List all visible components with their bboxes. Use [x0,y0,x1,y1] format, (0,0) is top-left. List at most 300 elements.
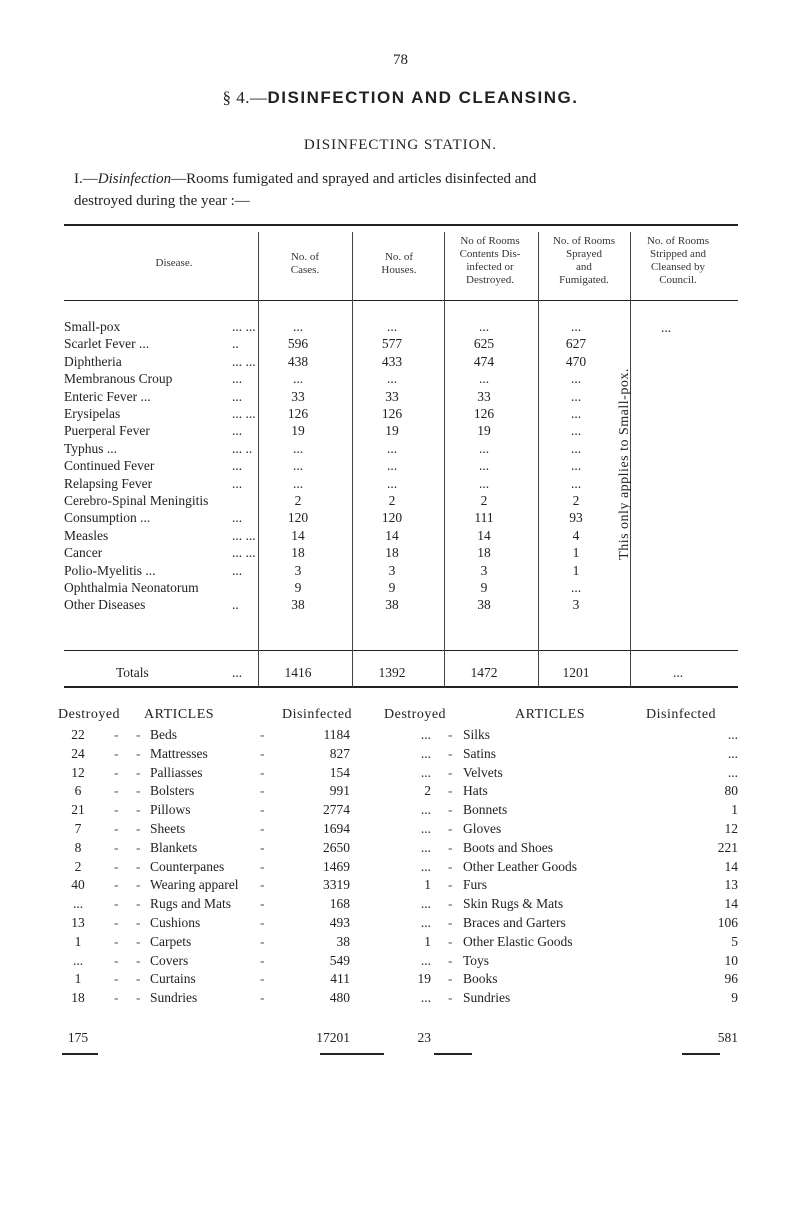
destroyed-count: ... [420,764,431,780]
disease-name: Polio-Myelitis ... [64,562,156,578]
leader-dash: - [260,952,265,968]
table-row [64,423,738,440]
totals-sprayed: 1201 [562,665,590,680]
cell-contents: 19 [477,423,491,439]
disinfected-count: ... [727,745,738,761]
destroyed-count: 12 [71,764,85,780]
article-name: Sundries [150,990,198,1006]
leader-dash: - [136,802,141,818]
totals-label: Totals [116,665,149,680]
article-row [58,896,748,914]
cell-houses: ... [386,440,398,456]
articles-rule [320,1053,384,1055]
cell-houses: ... [386,458,398,474]
intro-italic: Disinfection [97,171,172,187]
intro-lead: I.— [74,171,98,187]
total-disinfected-1: 17201 [316,1030,350,1045]
cell-sprayed: ... [570,388,582,404]
header-rooms-stripped-line: No. of Rooms [646,235,710,247]
leader-dash: - [448,952,453,968]
articles-rule [62,1053,98,1055]
leader-dash: - [114,933,119,949]
header-rooms-stripped-line: Stripped and [650,248,706,260]
cell-cases: ... [292,458,304,474]
disinfected-count: 1 [731,802,738,818]
leader-dash: - [114,952,119,968]
destroyed-count: ... [420,952,431,968]
leader-dash: - [448,858,453,874]
leader-dash: - [260,915,265,930]
disease-name: Cancer [64,545,103,561]
cell-contents: 3 [480,562,488,578]
disease-name: Membranous Croup [64,371,173,387]
destroyed-count: 1 [424,877,431,893]
cell-sprayed: ... [570,458,582,474]
destroyed-count: 13 [71,915,85,930]
table-row [64,336,738,353]
leader-dash: - [448,802,453,818]
destroyed-count: ... [72,896,84,912]
header-rooms-contents-line: No of Rooms [460,235,520,247]
cell-cases: ... [292,319,304,334]
header-cases-line: Cases. [290,264,320,276]
disease-name: Measles [64,527,109,543]
leader-dash: - [136,971,141,987]
cell-sprayed: 2 [572,493,580,508]
articles-header-destroyed-2: Destroyed [384,707,447,722]
leader-dash: - [448,933,453,949]
leader-dots: ... ... [232,319,256,334]
cell-contents: ... [478,458,490,474]
destroyed-count: ... [420,727,431,742]
article-name: Pillows [150,802,191,818]
header-rooms-stripped-line: Cleansed by [650,261,706,273]
leader-dots: ... [232,371,243,387]
leader-dash: - [136,839,141,855]
leader-dash: - [260,839,265,855]
article-name: Beds [150,727,177,742]
articles-header-disinfected-2: Disinfected [646,707,717,722]
disease-name: Erysipelas [64,406,121,421]
leader-dash: - [448,896,453,912]
destroyed-count: 2 [74,858,82,874]
leader-dash: - [114,971,119,987]
leader-dash: - [448,745,453,761]
table-row [64,597,738,614]
disinfected-count: 14 [724,858,738,874]
header-rooms-contents-line: Contents Dis- [459,248,521,260]
leader-dash: - [448,971,453,987]
article-name: Cushions [150,915,201,930]
stripped-note [615,338,635,598]
cell-houses: 2 [388,493,396,508]
cell-sprayed: ... [570,423,582,439]
leader-dash: - [260,971,265,987]
leader-dash: - [448,783,453,799]
leader-dash: - [114,783,119,799]
destroyed-count: 1 [74,933,82,949]
destroyed-count: ... [420,896,431,912]
disease-name: Consumption ... [64,510,151,526]
destroyed-count: 22 [71,727,85,742]
article-row [58,727,748,745]
leader-dots: ... [232,388,243,404]
leader-dash: - [136,764,141,780]
leader-dash: - [136,877,141,893]
leader-dash: - [260,745,265,761]
table-bottom-rule [64,686,738,688]
leader-dash: - [260,896,265,912]
table-row [64,458,738,475]
article-row [58,802,748,820]
cell-cases: 438 [287,353,309,369]
cell-sprayed: 470 [565,353,587,369]
leader-dash: - [260,990,265,1006]
disinfected-count: 80 [724,783,738,799]
header-disease: Disease. [155,257,193,269]
leader-dash: - [448,727,453,742]
cell-sprayed: ... [570,475,582,491]
article-row [58,971,748,989]
disinfected-count: 827 [329,745,350,761]
article-row [58,934,748,952]
totals-rule [64,650,738,651]
table-header-rule [64,300,738,301]
header-rooms-contents [444,235,536,287]
cell-cases: 33 [291,388,305,404]
cell-houses: 33 [385,388,399,404]
leader-dash: - [260,802,265,818]
cell-sprayed: 3 [572,597,580,613]
cell-houses: ... [386,319,398,334]
disinfected-count: 168 [329,896,350,912]
cell-cases: ... [292,371,304,387]
leader-dash: - [114,745,119,761]
destroyed-count: ... [420,858,431,874]
stripped-note-text: This only applies to Small-pox. [617,368,632,560]
header-rooms-sprayed-line: Fumigated. [559,274,609,286]
cell-sprayed: 627 [565,336,587,352]
cell-houses: ... [386,475,398,491]
cell-contents: 474 [473,353,495,369]
article-name: Other Elastic Goods [463,933,573,949]
leader-dash: - [114,802,119,818]
destroyed-count: 21 [71,802,85,818]
leader-dash: - [136,727,141,742]
leader-dash: - [136,896,141,912]
cell-cases: ... [292,440,304,456]
leader-dash: - [114,915,119,930]
destroyed-count: 1 [74,971,82,987]
cell-cases: 120 [287,510,309,526]
destroyed-count: 8 [74,839,82,855]
cell-sprayed: ... [570,371,582,387]
table-row [64,493,738,510]
cell-contents: ... [478,475,490,491]
cell-houses: 18 [385,545,399,561]
leader-dots: ... [232,458,243,474]
leader-dash: - [114,764,119,780]
disinfected-count: 2650 [323,839,350,855]
leader-dash: - [260,877,265,893]
leader-dots: ... [232,562,243,578]
cell-cases: 38 [291,597,305,613]
leader-dash: - [448,839,453,855]
disease-name: Small-pox [64,319,121,334]
leader-dash: - [136,990,141,1006]
article-name: Counterpanes [150,858,225,874]
disinfected-count: 13 [724,877,738,893]
article-name: Furs [463,877,488,893]
article-name: Satins [463,745,497,761]
leader-dash: - [260,858,265,874]
articles-totals-row [58,1030,748,1048]
article-name: Sundries [463,990,511,1006]
disease-name: Cerebro-Spinal Meningitis [64,493,209,508]
table-row [64,389,738,406]
article-row [58,877,748,895]
totals-stripped: ... [672,665,684,680]
destroyed-count: 6 [74,783,82,799]
leader-dash: - [114,990,119,1006]
leader-dash: - [448,764,453,780]
header-rooms-sprayed-line: Sprayed [565,248,603,260]
article-row [58,746,748,764]
articles-header-disinfected: Disinfected [282,707,353,722]
disinfected-count: 1694 [323,821,350,836]
cell-contents: ... [478,371,490,387]
leader-dots: ... ... [232,545,256,561]
article-name: Blankets [150,839,198,855]
leader-dash: - [114,896,119,912]
header-houses [354,251,444,277]
leader-dash: - [114,821,119,836]
cell-houses: 120 [381,510,403,526]
totals-row [64,665,738,682]
totals-contents: 1472 [470,665,498,680]
cell-cases: 3 [294,562,302,578]
disinfected-count: 2774 [323,802,350,818]
disinfected-count: 154 [329,764,350,780]
article-row [58,859,748,877]
table-row [64,476,738,493]
disease-name: Diphtheria [64,353,122,369]
cell-houses: ... [386,371,398,387]
article-name: Books [463,971,498,987]
disinfected-count: ... [727,764,738,780]
article-name: Braces and Garters [463,915,566,930]
article-row [58,783,748,801]
disinfected-count: 1469 [323,858,350,874]
cell-houses: 577 [381,336,403,352]
destroyed-count: ... [72,952,84,968]
leader-dash: - [136,821,141,836]
disease-name: Scarlet Fever ... [64,336,150,352]
cell-cases: 596 [287,336,309,352]
cell-contents: 2 [480,493,488,508]
cell-cases: 14 [291,527,305,543]
header-rooms-sprayed-line: and [576,261,592,273]
article-name: Silks [463,727,491,742]
cell-contents: ... [478,319,490,334]
table-row [64,563,738,580]
leader-dash: - [114,727,119,742]
header-cases [260,251,350,277]
cell-contents: 14 [477,527,491,543]
destroyed-count: ... [420,802,431,818]
leader-dash: - [260,933,265,949]
article-name: Velvets [463,764,503,780]
articles-rule [434,1053,472,1055]
total-destroyed-1: 175 [67,1030,89,1045]
leader-dots: ... .. [232,440,253,456]
leader-dots: .. [232,336,239,352]
article-name: Rugs and Mats [150,896,231,912]
cell-sprayed: 1 [572,545,580,561]
intro-text-line1: —Rooms fumigated and sprayed and articles disinfected and [171,171,537,187]
article-name: Boots and Shoes [463,839,554,855]
totals-dots: ... [232,665,243,680]
cell-houses: 38 [385,597,399,613]
destroyed-count: ... [420,915,431,930]
cell-sprayed: ... [570,440,582,456]
destroyed-count: 7 [74,821,82,836]
article-row [58,840,748,858]
cell-cases: 19 [291,423,305,439]
table-row [64,406,738,423]
article-name: Bolsters [150,783,195,799]
disinfected-count: 14 [724,896,738,912]
section-heading: DISINFECTION AND CLEANSING. [267,88,579,107]
intro-paragraph [74,168,754,212]
leader-dots: ... ... [232,353,256,369]
disinfected-count: ... [727,727,738,742]
article-row [58,765,748,783]
destroyed-count: ... [420,745,431,761]
cell-contents: 111 [474,510,494,526]
cell-contents: 33 [477,388,491,404]
destroyed-count: 1 [424,933,431,949]
leader-dots: ... [232,423,243,439]
disease-name: Continued Fever [64,458,155,474]
disinfected-count: 221 [717,839,738,855]
leader-dash: - [260,727,265,742]
header-rooms-sprayed-line: No. of Rooms [552,235,616,247]
header-houses-line: Houses. [381,264,417,276]
destroyed-count: 19 [417,971,431,987]
cell-contents: 38 [477,597,491,613]
article-name: Covers [150,952,189,968]
destroyed-count: 18 [71,990,85,1006]
disease-name: Other Diseases [64,597,146,613]
header-rooms-contents-line: Destroyed. [466,274,514,286]
article-name: Gloves [463,821,502,836]
leader-dash: - [136,933,141,949]
leader-dash: - [448,990,453,1006]
disease-name: Enteric Fever ... [64,388,151,404]
cell-cases: 126 [287,406,309,421]
leader-dash: - [136,952,141,968]
leader-dots: ... ... [232,406,256,421]
leader-dots: ... [232,510,243,526]
disinfected-count: 991 [329,783,350,799]
cell-cases: ... [292,475,304,491]
totals-houses: 1392 [378,665,406,680]
disease-name: Ophthalmia Neonatorum [64,580,199,595]
disinfected-count: 12 [724,821,738,836]
destroyed-count: ... [420,821,431,836]
header-rooms-sprayed [536,235,632,287]
destroyed-count: 40 [71,877,85,893]
cell-houses: 19 [385,423,399,439]
article-name: Toys [463,952,490,968]
cell-contents: ... [478,440,490,456]
articles-header-articles-2: ARTICLES [515,707,586,722]
page-number: 78 [393,52,408,68]
leader-dash: - [136,745,141,761]
header-cases-line: No. of [290,251,320,263]
destroyed-count: ... [420,839,431,855]
header-rooms-contents-line: infected or [466,261,514,273]
table-row [64,441,738,458]
article-name: Wearing apparel [150,877,239,893]
leader-dash: - [114,877,119,893]
leader-dots: ... [232,475,243,491]
cell-contents: 625 [473,336,495,352]
article-row [58,990,748,1008]
cell-sprayed: ... [570,406,582,421]
cell-houses: 9 [388,580,396,595]
article-name: Mattresses [150,745,208,761]
cell-houses: 14 [385,527,399,543]
disinfected-count: 10 [724,952,738,968]
disease-name: Puerperal Fever [64,423,150,439]
disinfected-count: 9 [731,990,738,1006]
leader-dots: ... ... [232,527,256,543]
cell-sprayed: ... [570,319,582,334]
disinfected-count: 411 [330,971,350,987]
cell-sprayed: ... [570,580,582,595]
table-row [64,371,738,388]
leader-dash: - [260,783,265,799]
destroyed-count: 2 [424,783,431,799]
destroyed-count: ... [420,990,431,1006]
disinfected-count: 3319 [323,877,350,893]
totals-cases: 1416 [284,665,312,680]
header-houses-line: No. of [384,251,414,263]
cell-contents: 18 [477,545,491,561]
disinfected-count: 106 [717,915,738,930]
article-row [58,953,748,971]
leader-dots: .. [232,597,239,613]
table-row [64,354,738,371]
leader-dash: - [136,858,141,874]
leader-dash: - [136,783,141,799]
table-row [64,528,738,545]
cell-sprayed: 4 [572,527,580,543]
disinfected-count: 1184 [323,727,350,742]
leader-dash: - [260,764,265,780]
table-row [64,510,738,527]
disinfected-count: 38 [336,933,350,949]
cell-cases: 2 [294,493,302,508]
article-name: Hats [463,783,488,799]
cell-sprayed: 93 [569,510,583,526]
destroyed-count: 24 [71,745,85,761]
cell-houses: 126 [381,406,403,421]
disinfected-count: 549 [329,952,350,968]
article-name: Skin Rugs & Mats [463,896,564,912]
